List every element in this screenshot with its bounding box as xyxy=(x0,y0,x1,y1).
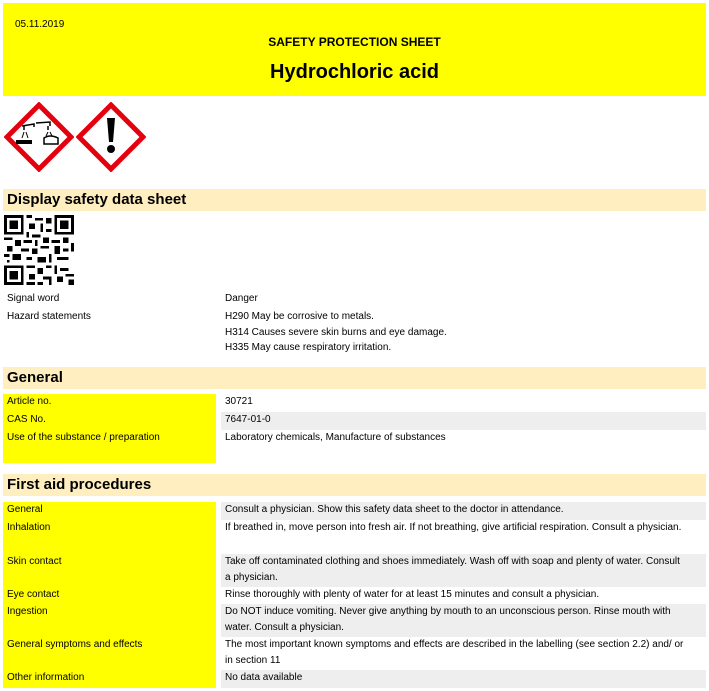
first-aid-value: Take off contaminated clothing and shoes immediately. Wash off with soap and plenty of water. Consult a physician. xyxy=(221,554,706,587)
substance-title: Hydrochloric acid xyxy=(270,61,439,83)
hazard-statements-row xyxy=(3,309,706,357)
hazard-statement: H314 Causes severe skin burns and eye damage. xyxy=(225,326,447,338)
section-heading-first-aid: First aid procedures xyxy=(3,474,706,496)
first-aid-row xyxy=(3,670,706,688)
section-heading-general: General xyxy=(3,367,706,389)
signal-word-label: Signal word xyxy=(7,293,60,304)
use-label: Use of the substance / preparation xyxy=(3,430,216,463)
general-row xyxy=(3,430,706,463)
article-no-label: Article no. xyxy=(3,394,216,412)
signal-word-value: Danger xyxy=(225,293,258,304)
hazard-statements-label: Hazard statements xyxy=(7,311,91,322)
qr-code[interactable] xyxy=(4,214,74,286)
first-aid-label: Inhalation xyxy=(3,520,216,554)
use-value: Laboratory chemicals, Manufacture of substances xyxy=(225,432,446,443)
exclamation-pictogram-icon xyxy=(76,102,146,172)
ghs-pictograms xyxy=(4,102,146,172)
first-aid-row xyxy=(3,520,706,554)
first-aid-row xyxy=(3,637,706,670)
first-aid-label: Ingestion xyxy=(3,604,216,637)
document-date: 05.11.2019 xyxy=(15,19,65,30)
first-aid-value: Rinse thoroughly with plenty of water for at least 15 minutes and consult a physician. xyxy=(225,589,600,600)
document-header xyxy=(3,3,706,96)
cas-no-value: 7647-01-0 xyxy=(221,412,706,430)
first-aid-row xyxy=(3,554,706,587)
first-aid-label: Other information xyxy=(3,670,216,688)
first-aid-row xyxy=(3,587,706,604)
cas-no-label: CAS No. xyxy=(3,412,216,430)
article-no-value: 30721 xyxy=(225,396,253,407)
corrosion-pictogram-icon xyxy=(4,102,74,172)
hazard-statement: H335 May cause respiratory irritation. xyxy=(225,342,392,353)
first-aid-row xyxy=(3,502,706,520)
first-aid-value: Do NOT induce vomiting. Never give anything by mouth to an unconscious person. Rinse mouth with water. Consult a physician. xyxy=(221,604,706,637)
first-aid-label: Skin contact xyxy=(3,554,216,587)
first-aid-row xyxy=(3,604,706,637)
first-aid-label: Eye contact xyxy=(3,587,216,604)
general-row xyxy=(3,394,706,412)
hazard-statements-list xyxy=(221,309,706,356)
first-aid-value: No data available xyxy=(221,670,706,688)
first-aid-label: General symptoms and effects xyxy=(3,637,216,670)
first-aid-label: General xyxy=(3,502,216,520)
first-aid-value: Consult a physician. Show this safety data sheet to the doctor in attendance. xyxy=(221,502,706,520)
hazard-statement: H290 May be corrosive to metals. xyxy=(225,311,374,322)
first-aid-value: The most important known symptoms and effects are described in the labelling (see section 2.2) and/ or in section 11 xyxy=(225,639,684,666)
general-row xyxy=(3,412,706,430)
document-type: SAFETY PROTECTION SHEET xyxy=(268,35,441,49)
first-aid-value: If breathed in, move person into fresh air. If not breathing, give artificial respiration. Consult a physician. xyxy=(225,522,682,533)
section-heading-display-sds: Display safety data sheet xyxy=(3,189,706,211)
